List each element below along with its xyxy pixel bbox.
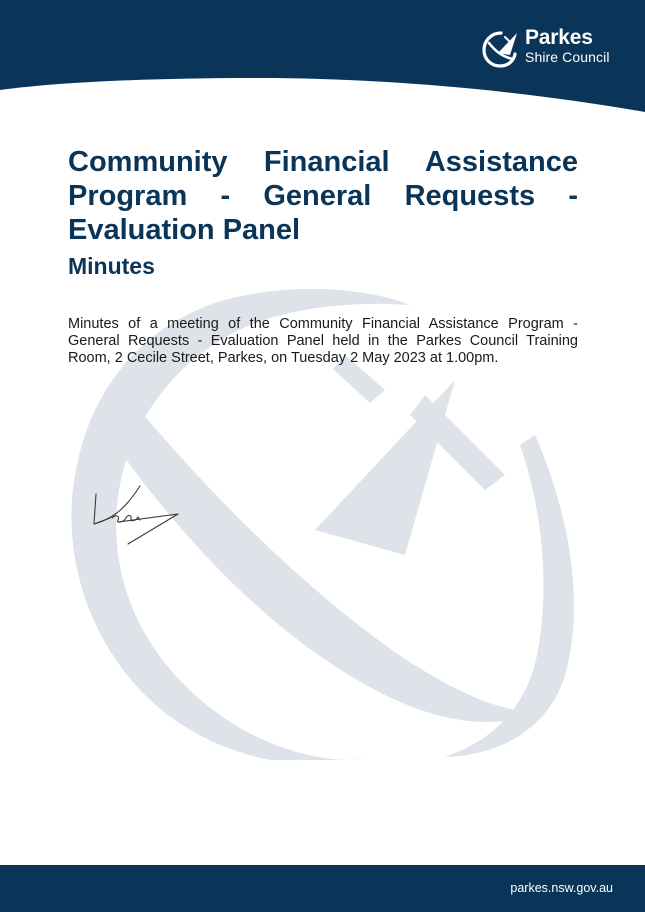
document-title: Community Financial Assistance Program - General Requests - Evaluation Panel [68,146,578,246]
brand-logo [481,27,631,71]
brand-name: Parkes [525,26,593,49]
meeting-intro-paragraph: Minutes of a meeting of the Community Financial Assistance Program - General Requests - Evaluation Panel held in the Parkes Council Training Room, 2 Cecile Street, Parkes, on Tuesday 2 May 2023 at 1.00pm. [68,316,578,366]
document-subtitle: Minutes [68,253,155,279]
footer-website: parkes.nsw.gov.au [510,881,613,895]
parkes-logo-icon [481,29,521,69]
footer-band [0,865,645,912]
signature-icon [88,484,180,546]
brand-subtitle: Shire Council [525,49,610,65]
